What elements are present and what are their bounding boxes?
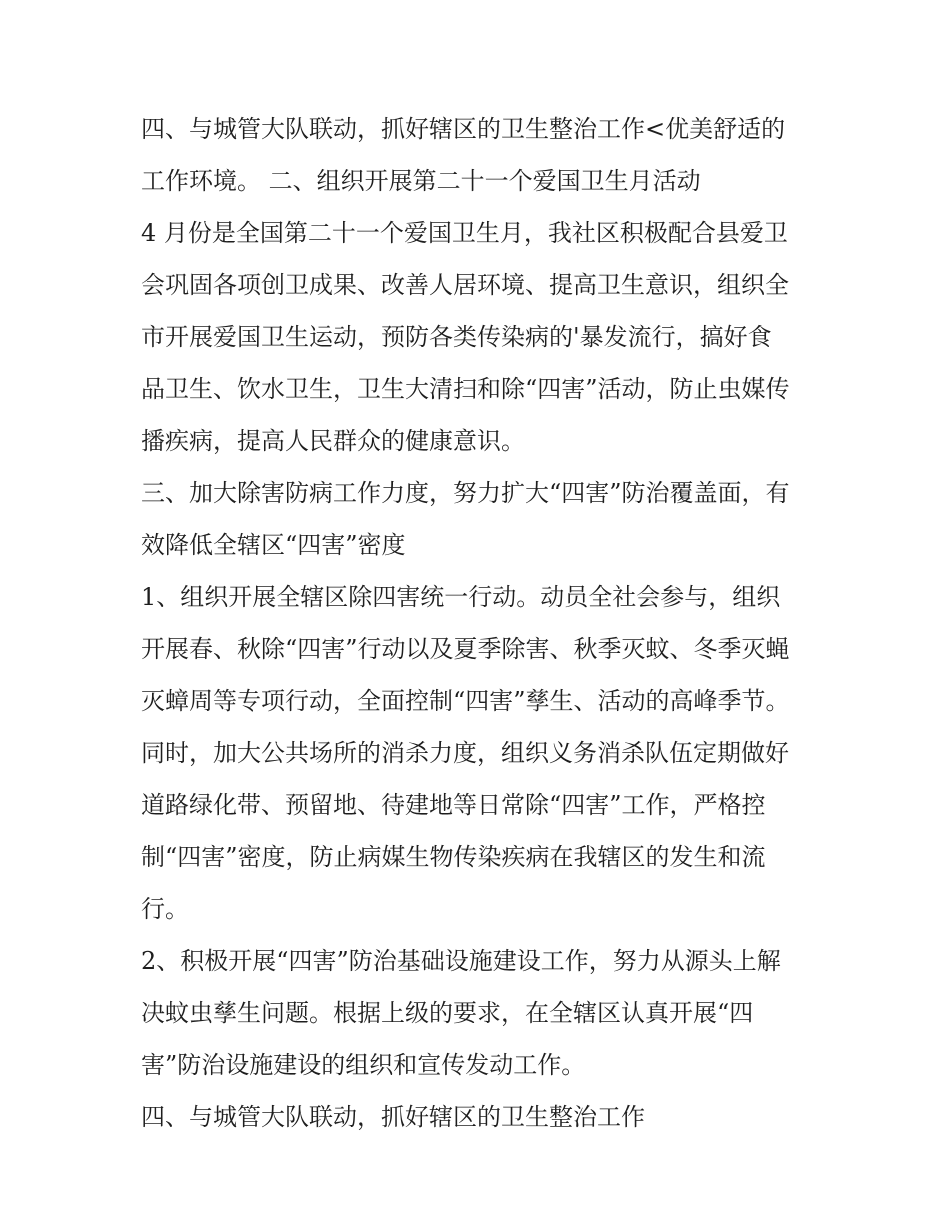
text-line: 灭蟑周等专项行动，全面控制“四害”孳生、活动的高峰季节。 — [141, 687, 790, 715]
text-line: 1、组织开展全辖区除四害统一行动。动员全社会参与，组织 — [141, 583, 781, 611]
text-line: 三、加大除害防病工作力度，努力扩大“四害”防治覆盖面，有 — [141, 479, 790, 507]
text-line: 制“四害”密度，防止病媒生物传染疾病在我辖区的发生和流 — [141, 843, 766, 871]
text-line: 会巩固各项创卫成果、改善人居环境、提高卫生意识，组织全 — [141, 271, 789, 299]
text-line: 道路绿化带、预留地、待建地等日常除“四害”工作，严格控 — [141, 791, 766, 819]
text-line: 市开展爱国卫生运动，预防各类传染病的'暴发流行，搞好食 — [141, 323, 772, 351]
text-line: 害”防治设施建设的组织和宣传发动工作。 — [141, 1051, 586, 1079]
text-line: 四、与城管大队联动，抓好辖区的卫生整治工作 — [141, 1103, 645, 1131]
text-line: 四、与城管大队联动，抓好辖区的卫生整治工作<优美舒适的 — [141, 115, 786, 143]
text-line: 工作环境。 二、组织开展第二十一个爱国卫生月活动 — [141, 167, 701, 195]
text-line: 决蚊虫孳生问题。根据上级的要求，在全辖区认真开展“四 — [141, 999, 754, 1027]
document-body — [141, 106, 841, 1146]
text-line: 播疾病，提高人民群众的健康意识。 — [141, 427, 525, 455]
text-line: 品卫生、饮水卫生，卫生大清扫和除“四害”活动，防止虫媒传 — [141, 375, 790, 403]
text-line: 开展春、秋除“四害”行动以及夏季除害、秋季灭蚊、冬季灭蝇 — [141, 635, 790, 663]
text-line: 2、积极开展“四害”防治基础设施建设工作，努力从源头上解 — [141, 947, 781, 975]
text-line: 行。 — [141, 895, 189, 923]
text-line: 4 月份是全国第二十一个爱国卫生月，我社区积极配合县爱卫 — [141, 219, 788, 247]
text-line: 同时，加大公共场所的消杀力度，组织义务消杀队伍定期做好 — [141, 739, 789, 767]
text-line: 效降低全辖区“四害”密度 — [141, 531, 406, 559]
